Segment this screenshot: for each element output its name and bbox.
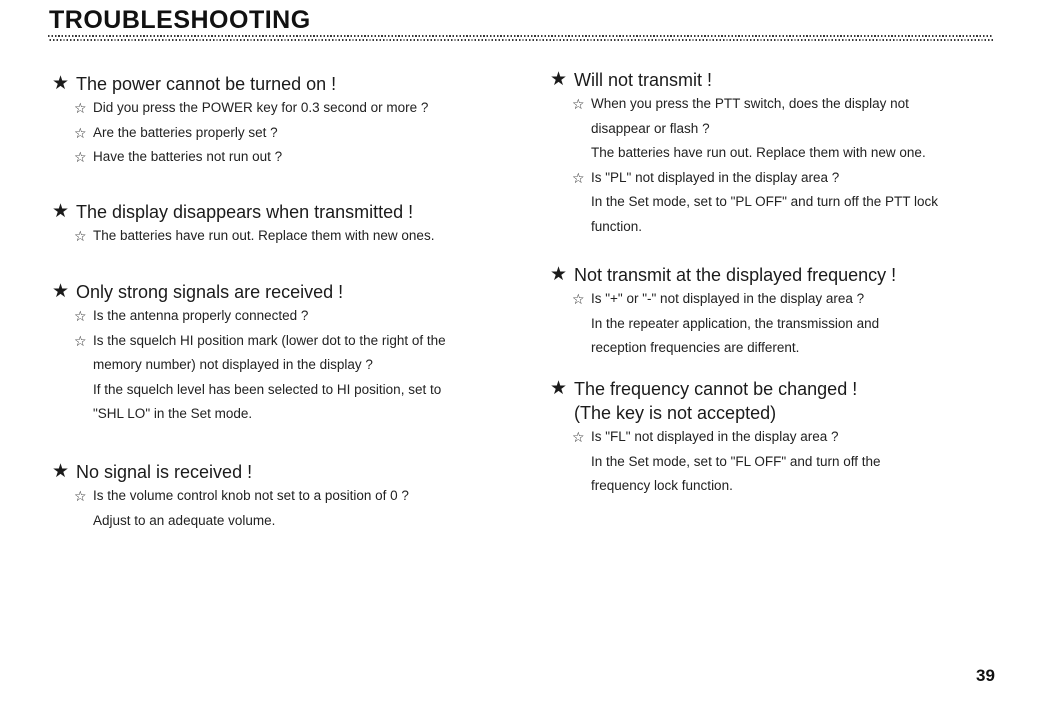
outline-star-icon: ☆ [572, 429, 585, 445]
outline-star-icon: ☆ [572, 169, 585, 186]
note-line: frequency lock function. [591, 478, 733, 493]
note-line: "SHL LO" in the Set mode. [93, 406, 253, 421]
outline-star-icon: ☆ [74, 228, 87, 244]
outline-star-icon: ☆ [74, 332, 87, 349]
check-item: ☆ When you press the PTT switch, does the display not [572, 92, 938, 117]
note-line: reception frequencies are different. [591, 340, 800, 355]
note-line: memory number) not displayed in the display ? [93, 357, 373, 372]
filled-star-icon: ★ [52, 281, 70, 302]
outline-star-icon: ☆ [74, 100, 87, 116]
section-heading: ★ The power cannot be turned on ! [52, 73, 337, 94]
note-line: In the Set mode, set to "PL OFF" and turn off the PTT lock [591, 194, 939, 209]
title-divider [48, 35, 993, 43]
check-item: ☆ The batteries have run out. Replace them with new ones. [74, 224, 434, 249]
filled-star-icon: ★ [52, 201, 70, 222]
check-item: ☆ Are the batteries properly set ? [74, 121, 428, 146]
note-line: If the squelch level has been selected to HI position, set to [93, 381, 442, 397]
filled-star-icon: ★ [52, 461, 70, 482]
check-item: ☆ Is the squelch HI position mark (lower dot to the right of the [74, 329, 446, 354]
outline-star-icon: ☆ [74, 488, 87, 504]
check-item: ☆ Have the batteries not run out ? [74, 145, 428, 170]
page-title: TROUBLESHOOTING [49, 6, 311, 34]
note-line: disappear or flash ? [591, 120, 710, 136]
section-will-not-transmit [550, 68, 938, 239]
filled-star-icon: ★ [550, 378, 568, 399]
outline-star-icon: ☆ [74, 308, 87, 324]
section-heading: ★ The frequency cannot be changed ! (The key is not accepted) [550, 378, 858, 423]
check-item: ☆ Is "PL" not displayed in the display area ? [572, 166, 938, 191]
section-no-signal [52, 460, 409, 533]
check-item: ☆ Is "+" or "-" not displayed in the display area ? [572, 287, 896, 312]
outline-star-icon: ☆ [74, 149, 87, 165]
section-heading: ★ The display disappears when transmitted ! [52, 201, 414, 222]
check-item: ☆ Is "FL" not displayed in the display area ? [572, 425, 881, 450]
note-line: In the Set mode, set to "FL OFF" and turn off the [591, 453, 881, 469]
filled-star-icon: ★ [52, 73, 70, 94]
filled-star-icon: ★ [550, 264, 568, 285]
section-display-disappears [52, 200, 434, 249]
check-item: ☆ Did you press the POWER key for 0.3 second or more ? [74, 96, 428, 121]
note-line: function. [591, 218, 643, 234]
check-item: ☆ Is the volume control knob not set to a position of 0 ? [74, 484, 409, 509]
outline-star-icon: ☆ [572, 96, 585, 112]
section-only-strong-signals [52, 280, 446, 427]
section-power-cannot-turn-on [52, 72, 428, 170]
outline-star-icon: ☆ [572, 291, 585, 307]
outline-star-icon: ☆ [74, 124, 87, 141]
section-heading: ★ Not transmit at the displayed frequency ! [550, 264, 897, 285]
note-line: Adjust to an adequate volume. [93, 512, 276, 528]
section-heading: ★ Only strong signals are received ! [52, 281, 344, 302]
check-item: ☆ Is the antenna properly connected ? [74, 304, 446, 329]
note-line: In the repeater application, the transmission and [591, 315, 880, 331]
section-frequency-cannot-change [550, 377, 881, 499]
page-number: 39 [976, 666, 995, 685]
section-heading: ★ No signal is received ! [52, 461, 253, 482]
section-heading: ★ Will not transmit ! [550, 69, 713, 90]
section-not-transmit-displayed-frequency [550, 263, 896, 361]
note-line: The batteries have run out. Replace them with new one. [591, 145, 926, 160]
filled-star-icon: ★ [550, 69, 568, 90]
